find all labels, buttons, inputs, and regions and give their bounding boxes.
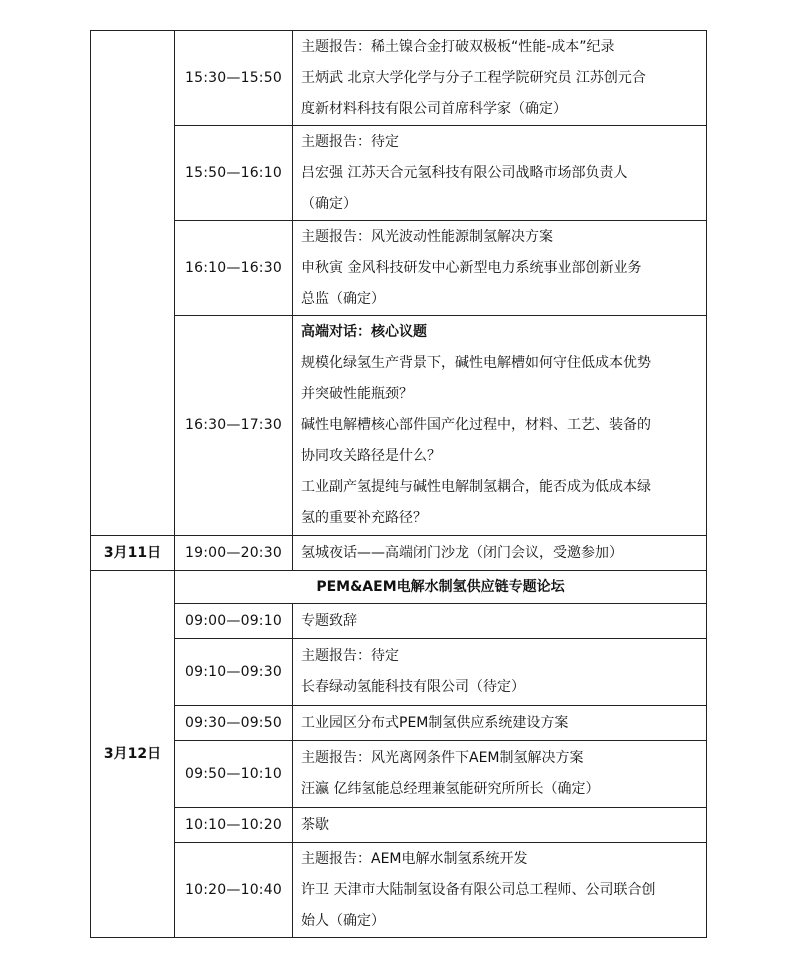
time-cell: 19:00—20:30 — [175, 536, 293, 571]
time-cell: 10:10—10:20 — [175, 808, 293, 843]
date-cell-blank — [91, 31, 175, 536]
content-line: 主题报告：稀土镍合金打破双极板“性能-成本”纪录 — [301, 38, 615, 55]
table-row — [91, 126, 707, 221]
time-cell: 09:10—09:30 — [175, 639, 293, 706]
date-cell: 3月12日 — [91, 571, 175, 938]
content-line: 吕宏强 江苏天合元氢科技有限公司战略市场部负责人 — [301, 164, 628, 181]
content-line: 并突破性能瓶颈？ — [301, 386, 413, 402]
content-line: 工业园区分布式PEM制氢供应系统建设方案 — [301, 714, 569, 731]
table-row — [91, 316, 707, 536]
content-line: 主题报告：AEM电解水制氢系统开发 — [301, 850, 528, 867]
table-row — [91, 31, 707, 126]
content-cell — [293, 741, 707, 808]
time-cell: 09:00—09:10 — [175, 604, 293, 639]
table-row — [91, 571, 707, 604]
table-row — [91, 706, 707, 741]
content-line: 主题报告：风光离网条件下AEM制氢解决方案 — [301, 750, 584, 766]
content-cell — [293, 604, 707, 639]
table-row — [91, 604, 707, 639]
content-cell — [293, 639, 707, 706]
table-row — [91, 639, 707, 706]
content-line: 规模化绿氢生产背景下，碱性电解槽如何守住低成本优势 — [301, 355, 651, 371]
time-cell: 09:50—10:10 — [175, 741, 293, 808]
content-line: 汪瀛 亿纬氢能总经理兼氢能研究所所长（确定） — [301, 781, 600, 797]
content-cell — [293, 126, 707, 221]
content-cell — [293, 706, 707, 741]
content-line: 度新材料科技有限公司首席科学家（确定） — [301, 100, 567, 117]
table-row — [91, 843, 707, 938]
table-row — [91, 221, 707, 316]
time-cell: 16:30—17:30 — [175, 316, 293, 536]
agenda-table — [90, 30, 707, 938]
content-line: 氢的重要补充路径？ — [301, 510, 427, 526]
date-cell: 3月11日 — [91, 536, 175, 571]
dialogue-heading: 高端对话：核心议题 — [301, 324, 427, 340]
table-row — [91, 808, 707, 843]
content-cell — [293, 221, 707, 316]
time-cell: 10:20—10:40 — [175, 843, 293, 938]
time-cell: 16:10—16:30 — [175, 221, 293, 316]
content-cell — [293, 31, 707, 126]
content-cell — [293, 843, 707, 938]
time-cell: 15:50—16:10 — [175, 126, 293, 221]
content-cell — [293, 316, 707, 536]
content-line: 主题报告：风光波动性能源制氢解决方案 — [301, 228, 553, 245]
content-line: （确定） — [301, 195, 357, 212]
time-cell: 09:30—09:50 — [175, 706, 293, 741]
content-line: 许卫 天津市大陆制氢设备有限公司总工程师、公司联合创 — [301, 881, 656, 898]
time-cell: 15:30—15:50 — [175, 31, 293, 126]
content-line: 氢城夜话——高端闭门沙龙（闭门会议，受邀参加） — [301, 544, 623, 561]
table-row — [91, 741, 707, 808]
content-line: 总监（确定） — [301, 290, 385, 307]
content-line: 专题致辞 — [301, 612, 357, 629]
forum-title: PEM&AEM电解水制氢供应链专题论坛 — [175, 571, 707, 604]
content-line: 协同攻关路径是什么？ — [301, 448, 441, 464]
content-line: 长春绿动氢能科技有限公司（待定） — [301, 679, 525, 695]
content-line: 碱性电解槽核心部件国产化过程中，材料、工艺、装备的 — [301, 417, 651, 433]
content-line: 王炳武 北京大学化学与分子工程学院研究员 江苏创元合 — [301, 69, 646, 86]
content-line: 主题报告：待定 — [301, 133, 399, 150]
content-line: 茶歇 — [301, 816, 329, 833]
content-cell — [293, 808, 707, 843]
content-line: 申秋寅 金风科技研发中心新型电力系统事业部创新业务 — [301, 259, 642, 276]
content-line: 主题报告：待定 — [301, 648, 399, 664]
content-line: 始人（确定） — [301, 912, 385, 929]
table-row — [91, 536, 707, 571]
content-cell — [293, 536, 707, 571]
content-line: 工业副产氢提纯与碱性电解制氢耦合，能否成为低成本绿 — [301, 479, 651, 495]
